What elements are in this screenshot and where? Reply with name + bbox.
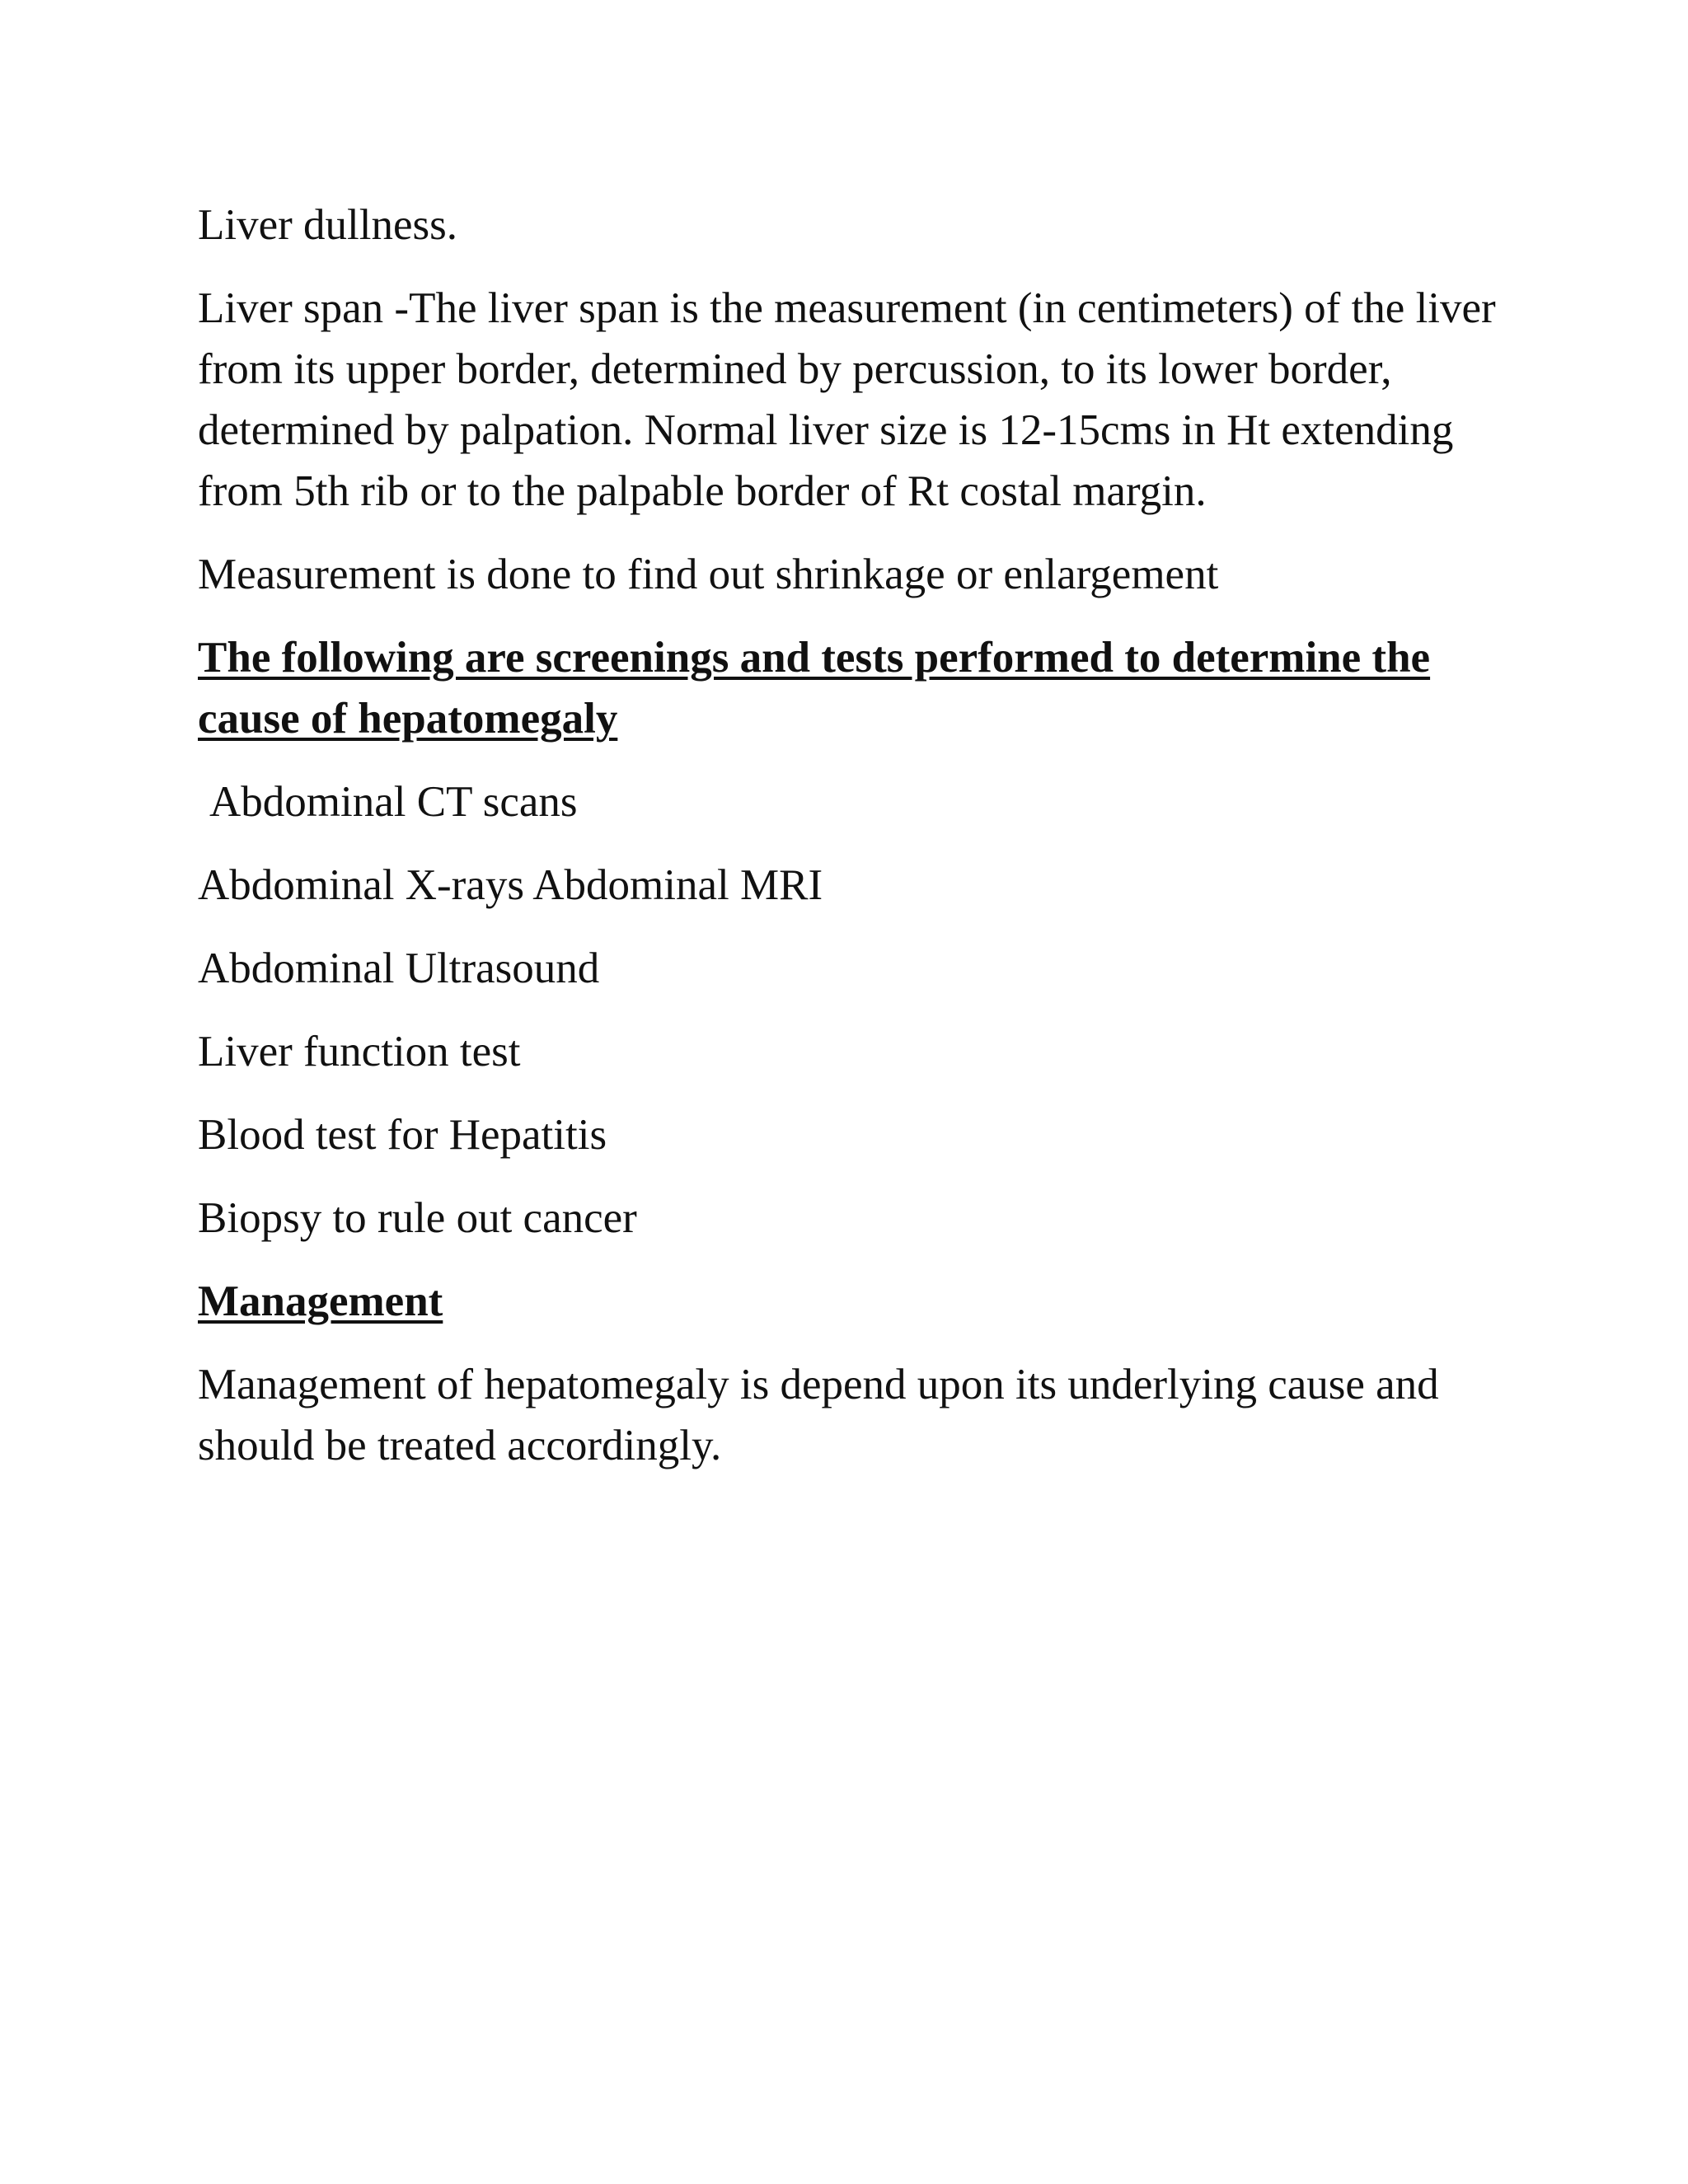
- document-body: [198, 194, 1517, 1498]
- paragraph-liver-span: Liver span -The liver span is the measurement (in centimeters) of the liver from its upper border, determined by percussion, to its lower border, determined by palpation. Normal liver size is 12-15cms in Ht extending from 5th rib or to the palpable border of Rt costal margin.: [198, 284, 1496, 515]
- paragraph-measurement: Measurement is done to find out shrinkage or enlargement: [198, 551, 1219, 598]
- management-heading: Management: [198, 1277, 443, 1325]
- management-paragraph: Management of hepatomegaly is depend upon its underlying cause and should be treated accordingly.: [198, 1361, 1439, 1469]
- test-item-ultrasound: Abdominal Ultrasound: [198, 944, 600, 992]
- test-item-hepatitis: Blood test for Hepatitis: [198, 1111, 607, 1159]
- test-item-ct: Abdominal CT scans: [209, 778, 578, 826]
- test-item-xray-mri: Abdominal X-rays Abdominal MRI: [198, 861, 823, 909]
- paragraph-liver-dullness: Liver dullness.: [198, 201, 457, 249]
- test-item-biopsy: Biopsy to rule out cancer: [198, 1194, 637, 1242]
- tests-heading: The following are screenings and tests performed to determine the cause of hepatomegaly: [198, 634, 1431, 743]
- test-item-lft: Liver function test: [198, 1028, 521, 1076]
